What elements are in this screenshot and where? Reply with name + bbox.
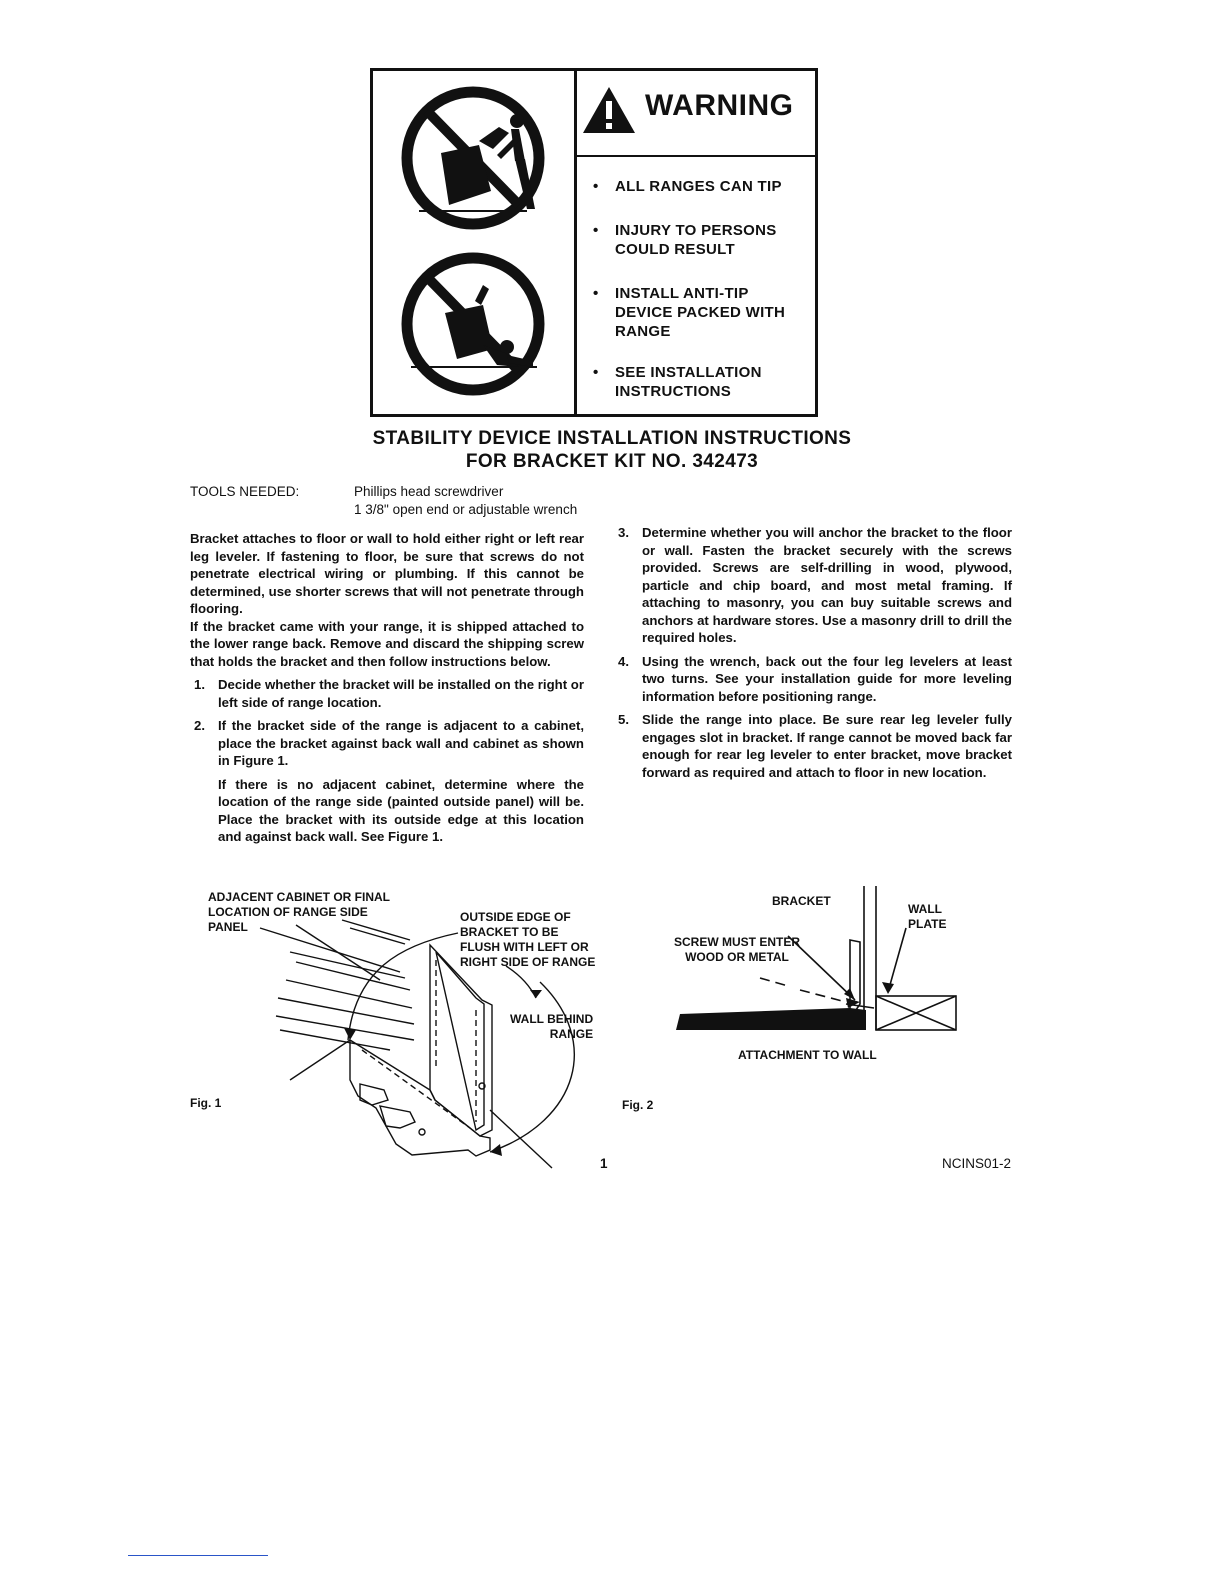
step-number: 1.: [194, 677, 205, 692]
warning-bullet: • INJURY TO PERSONS COULD RESULT: [593, 222, 777, 258]
title-line-2: FOR BRACKET KIT NO. 342473: [465, 451, 759, 472]
bottom-rule: [128, 1555, 268, 1556]
warning-bullet: • ALL RANGES CAN TIP: [593, 178, 782, 195]
right-column: [614, 524, 1012, 781]
warning-bullet: • INSTALL ANTI-TIP DEVICE PACKED WITH RANGE: [593, 285, 786, 340]
warning-triangle-icon: [581, 85, 637, 135]
document-code: NCINS01-2: [942, 1156, 1012, 1171]
tools-label: TOOLS NEEDED:: [190, 484, 300, 499]
page-number: 1: [600, 1156, 608, 1171]
intro-paragraph: If the bracket came with your range, it is shipped attached to the lower range back. Remove and discard the shipping screw that holds the bracket and then follow instructions below.: [190, 618, 584, 669]
step-3: [614, 524, 1012, 647]
step-text: Determine whether you will anchor the bracket to the floor or wall. Fasten the bracket securely with the screws provided. Screws are self-drilling in wood, plywood, particle and chip board, and most metal framing. If attaching to masonry, you can buy suitable screws and anchors at hardware stores. Use a masonry drill to drill the required holes.: [642, 525, 1012, 645]
fig2-subcaption: ATTACHMENT TO WALL: [738, 1048, 877, 1062]
fig1-label-wall: WALL BEHIND RANGE: [510, 1012, 594, 1041]
fig2-label-bracket: BRACKET: [772, 894, 831, 908]
step-2: [190, 717, 584, 770]
step-number: 2.: [194, 718, 205, 733]
step-number: 4.: [618, 653, 629, 669]
step-number: 5.: [618, 712, 629, 727]
step-4: [614, 653, 1012, 706]
warning-box: [370, 68, 818, 417]
warning-title: WARNING: [645, 89, 794, 122]
fig2-caption: Fig. 2: [622, 1098, 654, 1112]
fig1-label-outside-edge: OUTSIDE EDGE OF BRACKET TO BE FLUSH WITH LEFT OR RIGHT SIDE OF RANGE: [460, 910, 596, 969]
intro-paragraph: Bracket attaches to floor or wall to hold either right or left rear leg leveler. If fastening to floor, be sure that screws do not penetrate electrical wiring or plumbing. If this cannot be determined, use shorter screws that will not penetrate through flooring.: [190, 531, 584, 616]
fig2-label-wall-plate: WALL PLATE: [908, 902, 947, 931]
step-text: Using the wrench, back out the four leg levelers at least two turns. See your installation guide for more leveling information before positioning range.: [642, 653, 1012, 704]
fig1-caption: Fig. 1: [190, 1096, 222, 1110]
fig1-label-cabinet: ADJACENT CABINET OR FINAL LOCATION OF RANGE SIDE PANEL: [208, 890, 390, 934]
range-tipping-floor-pictogram: [387, 249, 559, 399]
title-line-1: STABILITY DEVICE INSTALLATION INSTRUCTIONS: [372, 428, 852, 449]
tool-item: Phillips head screwdriver: [354, 484, 504, 499]
warning-header-rule: [577, 155, 815, 157]
step-5: [614, 711, 1012, 781]
step-text: Slide the range into place. Be sure rear leg leveler fully engages slot in bracket. If range cannot be moved back far enough for rear leg leveler to enter bracket, move bracket forward as required and attach to floor in new location.: [642, 712, 1012, 780]
step-number: 3.: [618, 525, 629, 540]
warning-bullet: • SEE INSTALLATION INSTRUCTIONS: [593, 364, 762, 400]
step-text: Decide whether the bracket will be installed on the right or left side of range location.: [218, 677, 584, 710]
step-1: [190, 676, 584, 711]
step-2-continued: If there is no adjacent cabinet, determine where the location of the range side (painted outside panel) will be. Place the bracket with its outside edge at this location and against back wall. See Figure 1.: [218, 776, 584, 844]
left-column: [190, 530, 584, 846]
tool-item: 1 3/8" open end or adjustable wrench: [354, 502, 578, 517]
step-text: If the bracket side of the range is adjacent to a cabinet, place the bracket against back wall and cabinet as shown in Figure 1.: [218, 718, 584, 768]
warning-divider: [574, 71, 577, 414]
range-tipping-cabinet-pictogram: [387, 83, 559, 233]
fig2-label-screw: SCREW MUST ENTER WOOD OR METAL: [674, 935, 800, 964]
